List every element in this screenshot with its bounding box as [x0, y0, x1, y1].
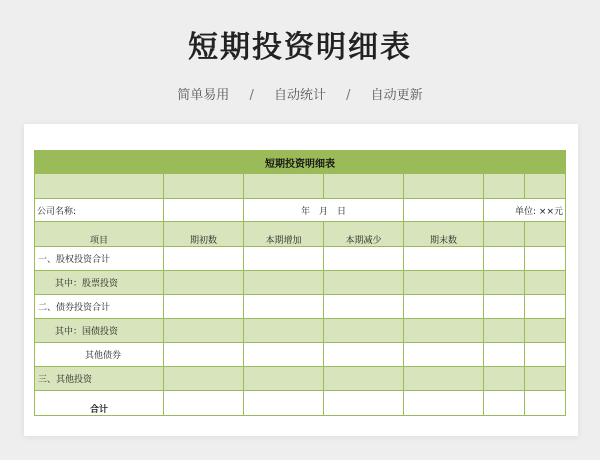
sheet-cell[interactable]: [484, 247, 525, 271]
sheet-cell[interactable]: [404, 319, 484, 343]
row-label[interactable]: 其他债券: [35, 343, 164, 367]
sheet-cell[interactable]: [244, 247, 324, 271]
sheet-cell[interactable]: [164, 343, 244, 367]
sheet-cell[interactable]: [244, 343, 324, 367]
sheet-cell[interactable]: [525, 367, 566, 391]
feature-auto-stat: 自动统计: [273, 88, 326, 103]
sheet-cell[interactable]: [244, 271, 324, 295]
page-title: 短期投资明细表: [188, 30, 412, 65]
unit-label[interactable]: 单位: ××元: [484, 199, 566, 222]
header-closing[interactable]: 期末数: [404, 222, 484, 247]
sheet-cell[interactable]: [324, 295, 404, 319]
sheet-cell[interactable]: [244, 367, 324, 391]
sheet-preview-card: [24, 124, 578, 436]
sheet-cell[interactable]: [244, 174, 324, 199]
sheet-cell[interactable]: [484, 271, 525, 295]
sheet-cell[interactable]: [164, 367, 244, 391]
table-row: [35, 247, 566, 271]
table-row: [35, 367, 566, 391]
sheet-cell[interactable]: [525, 343, 566, 367]
header-opening[interactable]: 期初数: [164, 222, 244, 247]
sheet-cell[interactable]: [244, 391, 324, 416]
feature-separator: /: [346, 88, 351, 103]
sheet-cell[interactable]: [324, 319, 404, 343]
sheet-cell[interactable]: [164, 174, 244, 199]
feature-auto-update: 自动更新: [370, 88, 423, 103]
sheet-cell[interactable]: [484, 367, 525, 391]
company-name-label[interactable]: 公司名称:: [35, 199, 164, 222]
sheet-cell[interactable]: [324, 271, 404, 295]
sheet-cell[interactable]: [244, 295, 324, 319]
sheet-cell[interactable]: [35, 174, 164, 199]
sheet-cell[interactable]: [404, 199, 484, 222]
company-name-value[interactable]: [164, 199, 244, 222]
header-extra-2[interactable]: [525, 222, 566, 247]
row-label[interactable]: 其中：股票投资: [35, 271, 164, 295]
sheet-cell[interactable]: [525, 271, 566, 295]
sheet-cell[interactable]: [164, 319, 244, 343]
row-label[interactable]: 二、债券投资合计: [35, 295, 164, 319]
sheet-title[interactable]: 短期投资明细表: [35, 151, 566, 174]
sheet-cell[interactable]: [164, 391, 244, 416]
total-label[interactable]: 合计: [35, 391, 164, 416]
investment-sheet: [34, 150, 566, 416]
sheet-cell[interactable]: [164, 247, 244, 271]
feature-separator: /: [249, 88, 254, 103]
sheet-cell[interactable]: [484, 295, 525, 319]
feature-list: [0, 84, 600, 103]
row-label[interactable]: 一、股权投资合计: [35, 247, 164, 271]
sheet-cell[interactable]: [404, 271, 484, 295]
sheet-cell[interactable]: [404, 343, 484, 367]
sheet-cell[interactable]: [404, 174, 484, 199]
sheet-cell[interactable]: [404, 391, 484, 416]
sheet-cell[interactable]: [484, 174, 525, 199]
sheet-cell[interactable]: [525, 391, 566, 416]
header-increase[interactable]: 本期增加: [244, 222, 324, 247]
header-row: [35, 222, 566, 247]
table-row: [35, 319, 566, 343]
header-extra-1[interactable]: [484, 222, 525, 247]
sheet-cell[interactable]: [324, 343, 404, 367]
sheet-title-row: [35, 151, 566, 174]
sheet-cell[interactable]: [404, 247, 484, 271]
sheet-cell[interactable]: [244, 319, 324, 343]
blank-row: [35, 174, 566, 199]
sheet-cell[interactable]: [404, 367, 484, 391]
table-row: [35, 295, 566, 319]
sheet-cell[interactable]: [525, 319, 566, 343]
sheet-cell[interactable]: [525, 295, 566, 319]
sheet-cell[interactable]: [324, 247, 404, 271]
sheet-cell[interactable]: [525, 174, 566, 199]
sheet-cell[interactable]: [324, 367, 404, 391]
sheet-cell[interactable]: [324, 174, 404, 199]
total-row: [35, 391, 566, 416]
sheet-cell[interactable]: [525, 247, 566, 271]
sheet-cell[interactable]: [404, 295, 484, 319]
table-row: [35, 343, 566, 367]
sheet-cell[interactable]: [164, 271, 244, 295]
row-label[interactable]: 其中：国债投资: [35, 319, 164, 343]
header-item[interactable]: 项目: [35, 222, 164, 247]
feature-easy: 简单易用: [177, 88, 230, 103]
info-row: [35, 199, 566, 222]
header-decrease[interactable]: 本期减少: [324, 222, 404, 247]
table-row: [35, 271, 566, 295]
date-label[interactable]: 年 月 日: [244, 199, 404, 222]
sheet-cell[interactable]: [484, 343, 525, 367]
sheet-cell[interactable]: [324, 391, 404, 416]
sheet-cell[interactable]: [484, 319, 525, 343]
sheet-cell[interactable]: [484, 391, 525, 416]
row-label[interactable]: 三、其他投资: [35, 367, 164, 391]
sheet-cell[interactable]: [164, 295, 244, 319]
